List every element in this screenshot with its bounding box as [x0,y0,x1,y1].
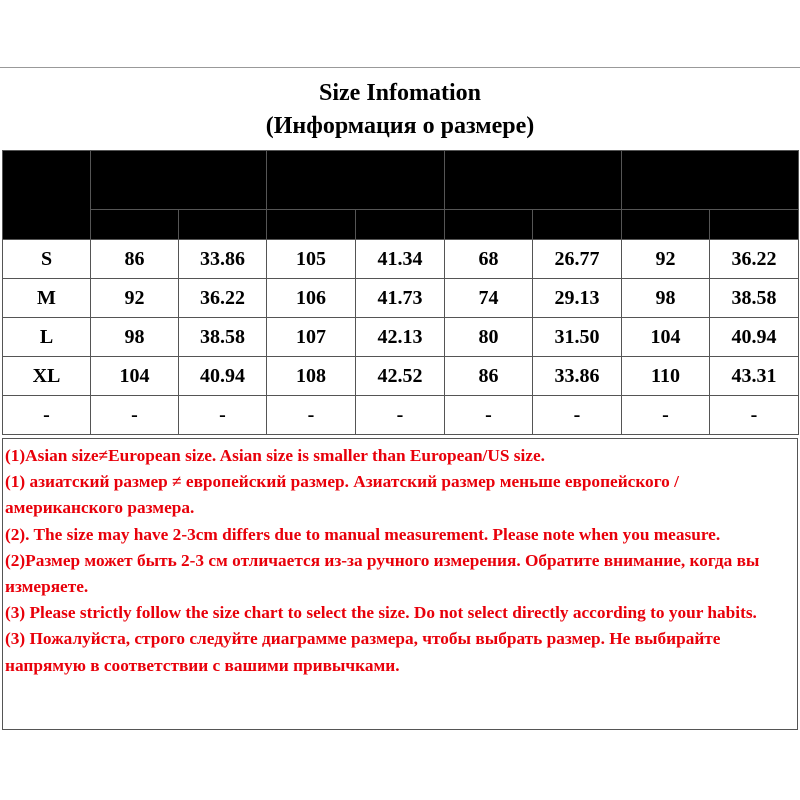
value-cell: 38.58 [710,279,799,318]
length-header: Length ( длина ) [267,151,445,210]
value-cell: 80 [445,318,533,357]
value-cell: 107 [267,318,356,357]
value-cell: 29.13 [533,279,622,318]
table-row [3,357,799,396]
value-cell: 92 [91,279,179,318]
table-row [3,240,799,279]
notes-box [2,438,798,730]
size-cell: - [3,396,91,435]
table-row [3,318,799,357]
value-cell: - [710,396,799,435]
unit-header: inch [710,210,799,240]
value-cell: 98 [91,318,179,357]
size-table [2,150,799,435]
size-cell: XL [3,357,91,396]
size-cell: M [3,279,91,318]
unit-header: cm [445,210,533,240]
value-cell: 40.94 [710,318,799,357]
value-cell: 41.73 [356,279,445,318]
note-2-ru: (2)Размер может быть 2-3 см отличается из-за ручного измерения. Обратите внимание, когда вы измеряете. [5,550,760,597]
value-cell: 104 [91,357,179,396]
value-cell: - [179,396,267,435]
value-cell: - [533,396,622,435]
page-title: Size Infomation [319,80,481,106]
unit-header: inch [356,210,445,240]
unit-header: cm [622,210,710,240]
value-cell: 38.58 [179,318,267,357]
value-cell: 98 [622,279,710,318]
hips-header: Hips ( Бедра ) [622,151,799,210]
value-cell: 40.94 [179,357,267,396]
value-cell: 43.31 [710,357,799,396]
unit-header: cm [267,210,356,240]
value-cell: 110 [622,357,710,396]
unit-header: inch [533,210,622,240]
table-row [3,396,799,435]
value-cell: - [622,396,710,435]
value-cell: 92 [622,240,710,279]
page-subtitle: (Информация о размере) [265,113,535,139]
waist-header: Waist ( Талия ) [445,151,622,210]
bust-header: Bust ( Бюст ) [91,151,267,210]
value-cell: 108 [267,357,356,396]
value-cell: - [267,396,356,435]
value-cell: 41.34 [356,240,445,279]
size-cell: L [3,318,91,357]
value-cell: 105 [267,240,356,279]
value-cell: 68 [445,240,533,279]
value-cell: 42.13 [356,318,445,357]
asian-size-header: Asian Size [3,151,91,240]
unit-header: inch [179,210,267,240]
value-cell: - [445,396,533,435]
value-cell: - [356,396,445,435]
top-divider [0,67,800,68]
note-1-en: (1)Asian size≠European size. Asian size is smaller than European/US size. [5,446,545,465]
value-cell: 86 [445,357,533,396]
value-cell: 33.86 [533,357,622,396]
size-cell: S [3,240,91,279]
value-cell: 33.86 [179,240,267,279]
note-3-ru: (3) Пожалуйста, строго следуйте диаграмме размера, чтобы выбрать размер. Не выбирайте напрямую в соответствии с вашими привычками. [5,629,721,675]
value-cell: 74 [445,279,533,318]
note-3-en: (3) Please strictly follow the size chart to select the size. Do not select directly according to your habits. [5,603,757,623]
value-cell: 26.77 [533,240,622,279]
table-row [3,279,799,318]
value-cell: 36.22 [179,279,267,318]
value-cell: 104 [622,318,710,357]
value-cell: 31.50 [533,318,622,357]
unit-header: cm [91,210,179,240]
value-cell: 36.22 [710,240,799,279]
note-2-en: (2). The size may have 2-3cm differs due to manual measurement. Please note when you measure. [5,524,721,544]
note-1-ru: (1) азиатский размер ≠ европейский размер. Азиатский размер меньше европейского / американского размера. [5,472,679,518]
value-cell: - [91,396,179,435]
value-cell: 86 [91,240,179,279]
value-cell: 42.52 [356,357,445,396]
value-cell: 106 [267,279,356,318]
